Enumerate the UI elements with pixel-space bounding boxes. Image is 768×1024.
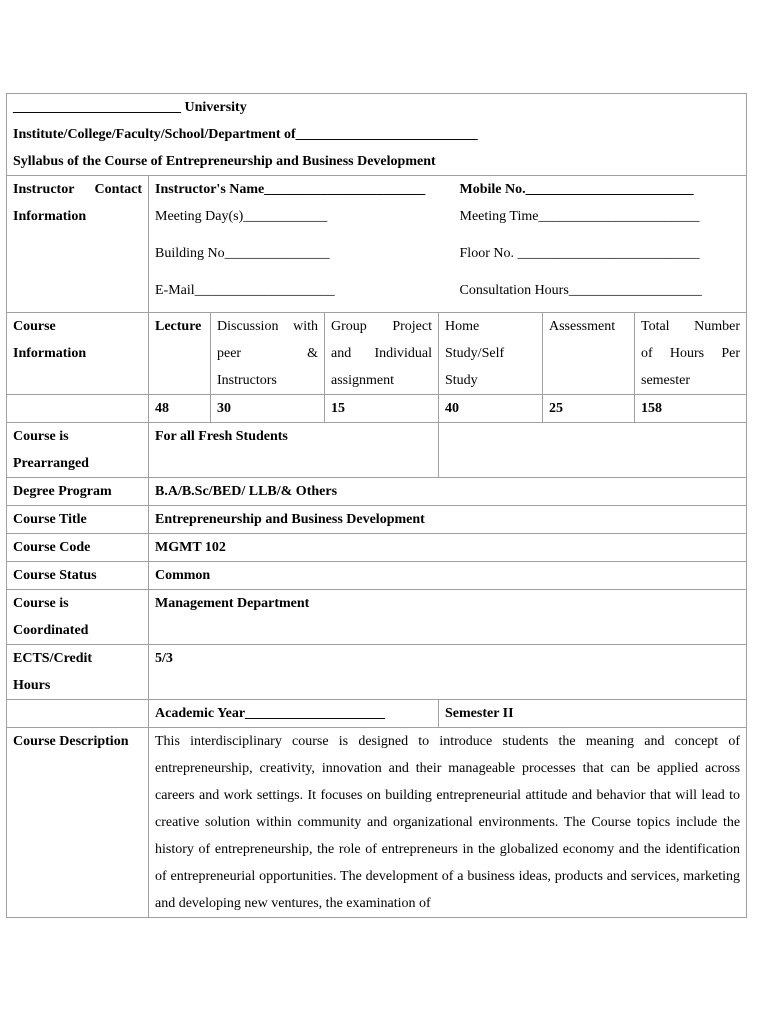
value-home-study: 40 bbox=[439, 395, 543, 423]
syllabus-title: Syllabus of the Course of Entrepreneurship and Business Development bbox=[13, 154, 436, 169]
institute-line: Institute/College/Faculty/School/Department of__________________________ bbox=[13, 127, 478, 142]
meeting-days-field: Meeting Day(s)____________ bbox=[155, 209, 328, 224]
instructor-name-field: Instructor's Name_______________________ bbox=[155, 182, 426, 197]
academic-year-field: Academic Year____________________ bbox=[149, 700, 439, 728]
ects-row bbox=[7, 645, 747, 700]
ects-label-l2: Hours bbox=[13, 678, 51, 693]
semester-field: Semester II bbox=[439, 700, 747, 728]
instructor-label-line1: Instructor Contact bbox=[13, 182, 142, 197]
coordinated-value: Management Department bbox=[149, 590, 747, 645]
course-description-row bbox=[7, 728, 747, 918]
col-assessment-l1: Assessment bbox=[549, 319, 616, 334]
col-group-l1: Group Project bbox=[331, 319, 432, 334]
col-total-l3: semester bbox=[641, 373, 690, 388]
degree-value: B.A/B.Sc/BED/ LLB/& Others bbox=[149, 478, 747, 506]
coordinated-row bbox=[7, 590, 747, 645]
coordinated-label-l1: Course is bbox=[13, 596, 69, 611]
col-home-l3: Study bbox=[445, 373, 478, 388]
course-info-values-row bbox=[7, 395, 747, 423]
degree-label: Degree Program bbox=[7, 478, 149, 506]
course-info-label bbox=[7, 313, 149, 395]
course-description-text: This interdisciplinary course is designed to introduce students the meaning and concept of entrepreneurship, creativity, innovation and their manageable processes that can be applied across careers and work settings. It focuses on building entrepreneurial attitude and behavior that will lead to creative solution within community and organizational environments. The Course topics include the history of entrepreneurship, the role of entrepreneurs in the globalized economy and the identification of entrepreneurial opportunities. The development of a business ideas, products and services, marketing and developing new ventures, the examination of bbox=[149, 728, 747, 918]
prearranged-empty bbox=[439, 423, 747, 478]
academic-year-blank bbox=[7, 700, 149, 728]
course-code-label: Course Code bbox=[7, 534, 149, 562]
col-total-l2: of Hours Per bbox=[641, 346, 741, 361]
col-lecture-l1: Lecture bbox=[155, 319, 202, 334]
course-title-value: Entrepreneurship and Business Development bbox=[149, 506, 747, 534]
mobile-field: Mobile No.________________________ bbox=[459, 182, 694, 197]
col-group-project bbox=[325, 313, 439, 395]
syllabus-table bbox=[6, 93, 747, 918]
col-discussion-l2: peer & bbox=[217, 346, 318, 361]
col-group-l2: and Individual bbox=[331, 346, 432, 361]
floor-field: Floor No. __________________________ bbox=[459, 246, 700, 261]
col-total-l1: Total Number bbox=[641, 319, 741, 334]
coordinated-label bbox=[7, 590, 149, 645]
prearranged-row bbox=[7, 423, 747, 478]
course-info-label-line2: Information bbox=[13, 346, 87, 361]
course-title-row bbox=[7, 506, 747, 534]
course-description-label: Course Description bbox=[7, 728, 149, 918]
course-code-row bbox=[7, 534, 747, 562]
ects-label bbox=[7, 645, 149, 700]
value-total-hours: 158 bbox=[635, 395, 747, 423]
course-status-value: Common bbox=[149, 562, 747, 590]
course-info-values-label bbox=[7, 395, 149, 423]
header-cell bbox=[7, 94, 747, 176]
col-assessment bbox=[543, 313, 635, 395]
col-home-l2: Study/Self bbox=[445, 346, 505, 361]
instructor-row bbox=[7, 176, 747, 313]
col-group-l3: assignment bbox=[331, 373, 394, 388]
value-group-project: 15 bbox=[325, 395, 439, 423]
academic-year-row bbox=[7, 700, 747, 728]
consultation-field: Consultation Hours___________________ bbox=[459, 283, 702, 298]
col-discussion-l1: Discussion with bbox=[217, 319, 318, 334]
course-info-label-line1: Course bbox=[13, 319, 56, 334]
course-info-header-row bbox=[7, 313, 747, 395]
prearranged-label-l2: Prearranged bbox=[13, 456, 89, 471]
prearranged-value: For all Fresh Students bbox=[149, 423, 439, 478]
col-discussion-l3: Instructors bbox=[217, 373, 277, 388]
course-code-value: MGMT 102 bbox=[149, 534, 747, 562]
header-row bbox=[7, 94, 747, 176]
value-discussion: 30 bbox=[211, 395, 325, 423]
course-title-label: Course Title bbox=[7, 506, 149, 534]
instructor-details bbox=[149, 176, 747, 313]
course-status-row bbox=[7, 562, 747, 590]
prearranged-label-l1: Course is bbox=[13, 429, 69, 444]
value-assessment: 25 bbox=[543, 395, 635, 423]
col-lecture bbox=[149, 313, 211, 395]
building-field: Building No_______________ bbox=[155, 246, 330, 261]
university-line: ________________________ University bbox=[13, 100, 247, 115]
email-field: E-Mail____________________ bbox=[155, 283, 335, 298]
ects-value: 5/3 bbox=[149, 645, 747, 700]
coordinated-label-l2: Coordinated bbox=[13, 623, 89, 638]
prearranged-label bbox=[7, 423, 149, 478]
instructor-label-line2: Information bbox=[13, 209, 87, 224]
instructor-label bbox=[7, 176, 149, 313]
col-total-hours bbox=[635, 313, 747, 395]
col-home-study bbox=[439, 313, 543, 395]
ects-label-l1: ECTS/Credit bbox=[13, 651, 93, 666]
degree-row bbox=[7, 478, 747, 506]
col-discussion bbox=[211, 313, 325, 395]
course-status-label: Course Status bbox=[7, 562, 149, 590]
col-home-l1: Home bbox=[445, 319, 480, 334]
value-lecture: 48 bbox=[149, 395, 211, 423]
meeting-time-field: Meeting Time_______________________ bbox=[459, 209, 700, 224]
